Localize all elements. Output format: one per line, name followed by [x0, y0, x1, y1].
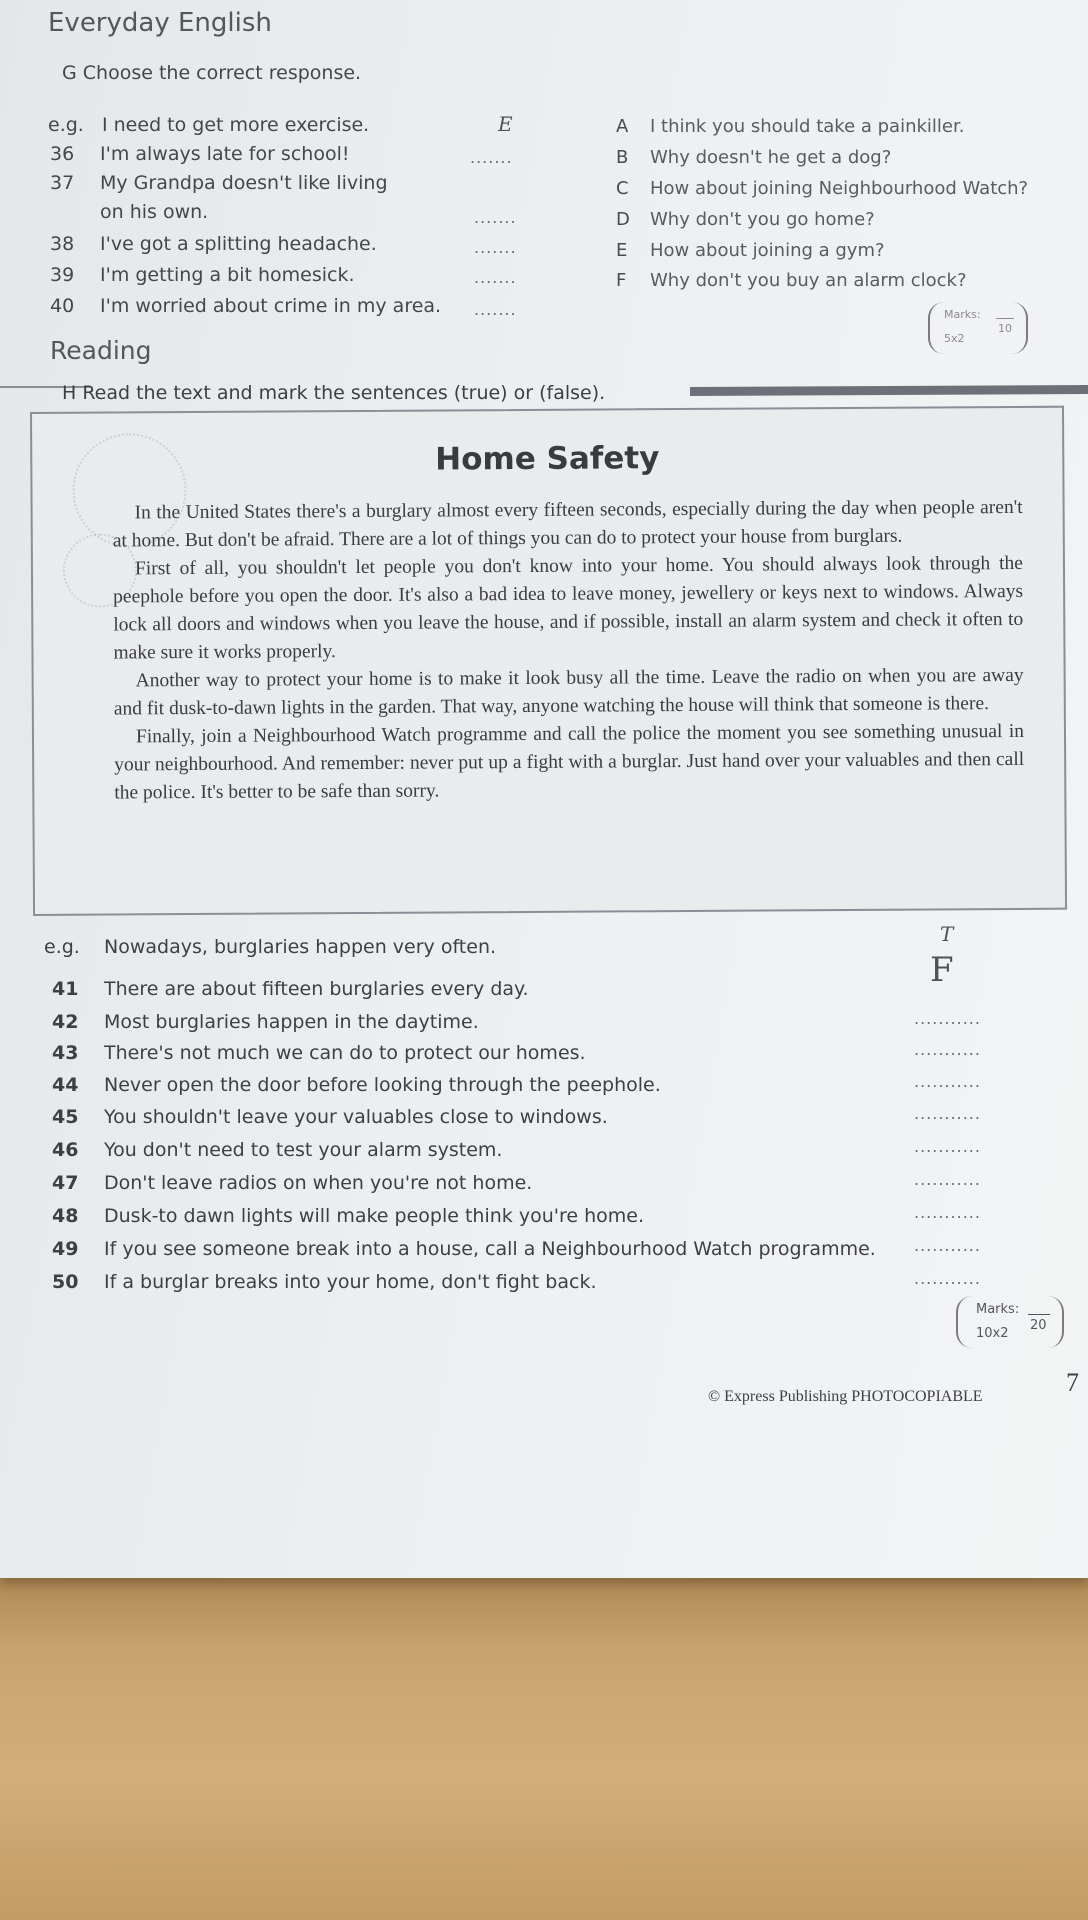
statement-text: Nowadays, burglaries happen very often. — [104, 936, 497, 958]
item-text: I've got a splitting headache. — [100, 233, 377, 255]
statement-number: 47 — [52, 1172, 79, 1194]
answer-blank[interactable]: ....... — [474, 208, 517, 227]
option-text: I think you should take a painkiller. — [650, 116, 965, 137]
article-paragraph: First of all, you shouldn't let people you don't know into your home. You should always look through the peephole before you open the door. It's also a bad idea to leave money, jewellery or keys next to windows. Always lock all doors and windows when you leave the house, and if possible, install an alarm system and check it often to make sure it works properly. — [113, 552, 1024, 664]
article-paragraph: In the United States there's a burglary almost every fifteen seconds, especially during the day when people aren't at home. But don't be afraid. There are a lot of things you can do to protect your house from burglars. — [112, 496, 1023, 552]
item-text: I'm always late for school! — [100, 143, 350, 165]
statement-text: If a burglar breaks into your home, don't fight back. — [104, 1271, 597, 1293]
reading-heading: Reading — [50, 336, 152, 365]
copyright-notice: © Express Publishing PHOTOCOPIABLE — [708, 1388, 983, 1405]
option-letter: D — [616, 209, 630, 230]
statement-text: You shouldn't leave your valuables close to windows. — [104, 1106, 608, 1128]
option-letter: E — [616, 240, 628, 261]
option-text: How about joining a gym? — [650, 240, 885, 261]
marks-label: Marks: — [944, 308, 981, 321]
option-letter: A — [616, 116, 629, 137]
item-number: 39 — [50, 264, 75, 286]
marks-blank-line — [996, 318, 1014, 319]
option-letter: C — [616, 178, 629, 199]
answer-blank[interactable]: ........... — [914, 1104, 981, 1123]
option-text: Why don't you go home? — [650, 209, 875, 230]
answer-blank[interactable]: ........... — [914, 1072, 981, 1091]
page-title: Everyday English — [48, 8, 272, 38]
statement-number: e.g. — [44, 936, 80, 958]
option-text: Why doesn't he get a dog? — [650, 147, 892, 168]
item-number: 38 — [50, 233, 75, 255]
marks-box — [928, 302, 1028, 354]
page-number: 7 — [1066, 1368, 1079, 1397]
marks-total: 10 — [998, 322, 1012, 335]
answer-blank[interactable]: ........... — [914, 1040, 981, 1059]
item-number: e.g. — [48, 114, 84, 136]
statement-number: 48 — [52, 1205, 79, 1227]
desk-surface — [0, 1560, 1088, 1920]
option-text: Why don't you buy an alarm clock? — [650, 270, 967, 291]
item-text: I'm getting a bit homesick. — [100, 264, 355, 286]
statement-number: 42 — [52, 1011, 79, 1033]
statement-text: Don't leave radios on when you're not home. — [104, 1172, 533, 1194]
statement-text: You don't need to test your alarm system. — [104, 1139, 503, 1161]
article-title: Home Safety — [435, 440, 660, 478]
article-paragraph: Finally, join a Neighbourhood Watch programme and call the police the moment you see something unusual in your neighbourhood. And remember: never put up a fight with a burglar. Just hand over your valuables and then call the police. It's better to be safe than sorry. — [114, 720, 1025, 804]
marks-calc: 5x2 — [944, 332, 965, 345]
item-number: 40 — [50, 295, 75, 317]
section-g-instruction: G Choose the correct response. — [62, 62, 362, 84]
statement-text: Most burglaries happen in the daytime. — [104, 1011, 479, 1033]
statement-number: 50 — [52, 1271, 79, 1293]
handwritten-answer: F — [930, 950, 954, 990]
marks-total: 20 — [1030, 1318, 1047, 1333]
item-text: I need to get more exercise. — [102, 114, 370, 136]
answer-blank[interactable]: ....... — [474, 238, 517, 257]
answer-blank[interactable]: ....... — [474, 300, 517, 319]
marks-blank-line — [1028, 1314, 1050, 1315]
answer-blank[interactable]: ........... — [914, 1009, 981, 1028]
answer-blank[interactable]: ........... — [914, 1137, 981, 1156]
answer-blank[interactable]: ........... — [914, 1170, 981, 1189]
statement-number: 44 — [52, 1074, 79, 1096]
item-text-continued: on his own. — [100, 201, 209, 223]
statement-text: If you see someone break into a house, call a Neighbourhood Watch programme. — [104, 1238, 876, 1260]
statement-number: 43 — [52, 1042, 79, 1064]
statement-number: 49 — [52, 1238, 79, 1260]
statement-text: There are about fifteen burglaries every day. — [104, 978, 529, 1000]
handwritten-answer: E — [498, 112, 513, 136]
section-h-instruction: H Read the text and mark the sentences (true) or (false). — [62, 382, 606, 404]
answer-blank[interactable]: ........... — [914, 1269, 981, 1288]
answer-blank[interactable]: ........... — [914, 1236, 981, 1255]
item-text: I'm worried about crime in my area. — [100, 295, 442, 317]
item-number: 36 — [50, 143, 75, 165]
statement-number: 46 — [52, 1139, 79, 1161]
option-letter: F — [616, 270, 627, 291]
statement-text: Never open the door before looking through the peephole. — [104, 1074, 661, 1096]
article-box — [30, 406, 1067, 916]
rule-line — [690, 385, 1088, 396]
item-number: 37 — [50, 172, 75, 194]
article-paragraph: Another way to protect your home is to make it look busy all the time. Leave the radio on when you are away and fit dusk-to-dawn lights in the garden. That way, anyone watching the house will think that someone is there. — [113, 664, 1024, 720]
item-text: My Grandpa doesn't like living — [100, 172, 388, 194]
marks-box — [956, 1296, 1064, 1348]
answer-blank[interactable]: ....... — [470, 148, 513, 167]
statement-text: Dusk-to dawn lights will make people think you're home. — [104, 1205, 644, 1227]
marks-label: Marks: — [976, 1302, 1020, 1317]
marks-calc: 10x2 — [976, 1326, 1009, 1341]
option-letter: B — [616, 147, 629, 168]
answer-blank[interactable]: ....... — [474, 268, 517, 287]
handwritten-answer: T — [940, 922, 954, 946]
article-body — [113, 494, 1025, 808]
answer-blank[interactable]: ........... — [914, 1203, 981, 1222]
statement-number: 41 — [52, 978, 79, 1000]
statement-number: 45 — [52, 1106, 79, 1128]
statement-text: There's not much we can do to protect our homes. — [104, 1042, 586, 1064]
option-text: How about joining Neighbourhood Watch? — [650, 178, 1029, 199]
